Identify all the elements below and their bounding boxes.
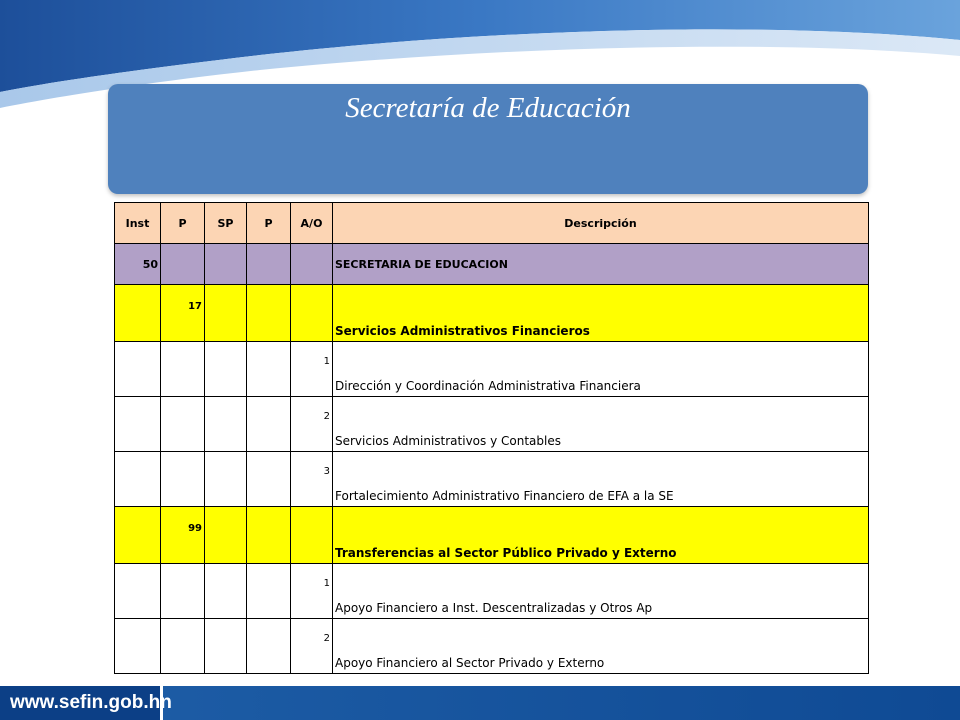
program-code: 99 <box>161 507 205 564</box>
activity-row <box>115 452 869 507</box>
activity-code: 3 <box>291 452 333 507</box>
header-inst: Inst <box>115 203 161 244</box>
institution-row <box>115 244 869 285</box>
activity-code: 2 <box>291 619 333 674</box>
program-description: Transferencias al Sector Público Privado y Externo <box>333 507 869 564</box>
header-p: P <box>161 203 205 244</box>
header-p2: P <box>247 203 291 244</box>
activity-code: 1 <box>291 564 333 619</box>
header-sp: SP <box>205 203 247 244</box>
title-box <box>108 84 868 194</box>
activity-code: 1 <box>291 342 333 397</box>
slide-title: Secretaría de Educación <box>345 92 631 124</box>
inst-description: SECRETARIA DE EDUCACION <box>333 244 869 285</box>
program-description: Servicios Administrativos Financieros <box>333 285 869 342</box>
header-description: Descripción <box>333 203 869 244</box>
table-header-row <box>115 203 869 244</box>
inst-code: 50 <box>115 244 161 285</box>
activity-code: 2 <box>291 397 333 452</box>
header-ao: A/O <box>291 203 333 244</box>
activity-description: Dirección y Coordinación Administrativa Financiera <box>333 342 869 397</box>
activity-description: Fortalecimiento Administrativo Financiero de EFA a la SE <box>333 452 869 507</box>
program-row <box>115 507 869 564</box>
program-code: 17 <box>161 285 205 342</box>
activity-row <box>115 342 869 397</box>
activity-row <box>115 397 869 452</box>
activity-row <box>115 619 869 674</box>
budget-structure-table <box>114 202 869 674</box>
activity-description: Apoyo Financiero al Sector Privado y Externo <box>333 619 869 674</box>
activity-row <box>115 564 869 619</box>
footer-url[interactable]: www.sefin.gob.hn <box>10 692 172 713</box>
activity-description: Apoyo Financiero a Inst. Descentralizadas y Otros Ap <box>333 564 869 619</box>
activity-description: Servicios Administrativos y Contables <box>333 397 869 452</box>
program-row <box>115 285 869 342</box>
